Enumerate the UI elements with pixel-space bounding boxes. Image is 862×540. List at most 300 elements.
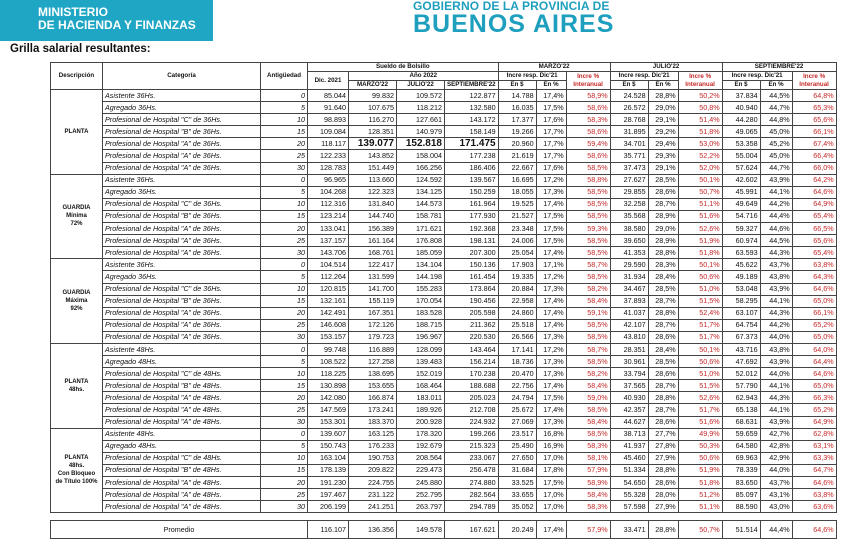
table-row (51, 477, 837, 489)
table-cell: 58,6% (566, 102, 610, 114)
table-cell: 161.454 (445, 271, 499, 283)
table-cell: 38.713 (610, 428, 648, 440)
table-cell: 20 (261, 307, 308, 319)
table-cell: 5 (261, 356, 308, 368)
table-row (51, 271, 837, 283)
table-cell: 19.266 (498, 126, 536, 138)
table-cell: 176.233 (349, 440, 397, 452)
table-cell: 43,8% (760, 271, 792, 283)
table-cell: 17,4% (536, 307, 566, 319)
table-cell: 25 (261, 235, 308, 247)
table-cell: 17,2% (536, 271, 566, 283)
table-cell: 17,3% (536, 331, 566, 343)
table-cell: 10 (261, 368, 308, 380)
table-cell: 66,1% (792, 307, 836, 319)
table-cell: 17,4% (536, 380, 566, 392)
table-cell: 44,3% (760, 392, 792, 404)
table-cell: 17,5% (536, 223, 566, 235)
table-cell: 107.675 (349, 102, 397, 114)
table-cell: 168.761 (349, 247, 397, 259)
table-cell: 14.788 (498, 90, 536, 102)
table-cell: 124.592 (397, 174, 445, 186)
group-description-line: 72% (70, 221, 83, 228)
table-row (51, 404, 837, 416)
table-cell: 58,6% (566, 126, 610, 138)
table-cell: 137.157 (308, 235, 349, 247)
table-cell: 35.052 (498, 501, 536, 513)
table-cell: 17,4% (536, 90, 566, 102)
table-cell: 27.069 (498, 416, 536, 428)
table-cell: 50,7% (678, 186, 722, 198)
table-row (51, 464, 837, 476)
table-cell: 49.189 (722, 271, 760, 283)
table-cell: 143.852 (349, 150, 397, 162)
table-cell: 199.266 (445, 428, 499, 440)
table-cell: 42.107 (610, 319, 648, 331)
table-cell: 51,4% (678, 114, 722, 126)
group-description-line: GUARDIA (62, 290, 91, 297)
table-cell: Profesional de Hospital "B" de 48Hs. (103, 464, 261, 476)
table-cell: Profesional de Hospital "A" de 36Hs. (103, 150, 261, 162)
table-cell: 16,9% (536, 440, 566, 452)
table-cell: 58,5% (566, 319, 610, 331)
table-cell: Profesional de Hospital "A" de 36Hs. (103, 319, 261, 331)
table-cell: 139.483 (397, 356, 445, 368)
table-cell: 62.943 (722, 392, 760, 404)
average-cell: 167.621 (445, 521, 499, 539)
table-cell: 17.903 (498, 259, 536, 271)
table-cell: 33.525 (498, 477, 536, 489)
table-row (51, 186, 837, 198)
table-cell: 170.238 (445, 368, 499, 380)
table-cell: 65,3% (792, 102, 836, 114)
table-cell: 17,1% (536, 259, 566, 271)
table-cell: 25 (261, 319, 308, 331)
table-cell: 15 (261, 295, 308, 307)
table-cell: 17,7% (536, 138, 566, 150)
table-cell: Profesional de Hospital "A" de 36Hs. (103, 307, 261, 319)
group-description-line: PLANTA (64, 455, 89, 462)
table-cell: 20 (261, 477, 308, 489)
table-row (51, 416, 837, 428)
table-cell: 28,8% (648, 464, 678, 476)
table-cell: 28,9% (648, 235, 678, 247)
table-cell: 139.567 (445, 174, 499, 186)
table-cell: 20.960 (498, 138, 536, 150)
table-cell: 51,1% (678, 198, 722, 210)
table-cell: Agregado 36Hs. (103, 271, 261, 283)
table-cell: 51,9% (678, 235, 722, 247)
table-cell: 20.884 (498, 283, 536, 295)
spacer (51, 513, 837, 521)
table-cell: 28,8% (648, 307, 678, 319)
table-cell: 17,4% (536, 404, 566, 416)
table-cell: 63,1% (792, 440, 836, 452)
table-cell: 42,8% (760, 440, 792, 452)
table-cell: 33.655 (498, 489, 536, 501)
table-cell: 151.449 (349, 162, 397, 174)
table-cell: 31.895 (610, 126, 648, 138)
table-cell: 58,4% (566, 489, 610, 501)
table-cell: 44,4% (760, 210, 792, 222)
table-cell: 44.280 (722, 114, 760, 126)
table-cell: 63.107 (722, 307, 760, 319)
table-cell: 207.300 (445, 247, 499, 259)
table-cell: 152.818 (397, 138, 445, 150)
table-cell: 58,3% (566, 501, 610, 513)
table-cell: 34.467 (610, 283, 648, 295)
group-description-line: Con Bloqueo (57, 471, 96, 478)
table-cell: 28,5% (648, 356, 678, 368)
table-cell: 186.406 (445, 162, 499, 174)
table-cell: Profesional de Hospital "C" de 36Hs. (103, 198, 261, 210)
table-cell: 28,9% (648, 210, 678, 222)
table-cell: 64,8% (792, 90, 836, 102)
table-cell: 78.339 (722, 464, 760, 476)
table-cell: 51,2% (678, 489, 722, 501)
table-cell: 59,0% (566, 392, 610, 404)
average-cell: 50,7% (678, 521, 722, 539)
table-cell: 144.198 (397, 271, 445, 283)
table-cell: 153.301 (308, 416, 349, 428)
table-cell: 47.692 (722, 356, 760, 368)
table-cell: 28,5% (648, 174, 678, 186)
table-cell: 50,1% (678, 259, 722, 271)
table-cell: 146.608 (308, 319, 349, 331)
table-cell: Profesional de Hospital "C" de 48Hs. (103, 452, 261, 464)
table-cell: 211.362 (445, 319, 499, 331)
table-cell: 64,6% (792, 368, 836, 380)
table-cell: 156.389 (349, 223, 397, 235)
salary-grid-table (50, 62, 837, 539)
table-cell: 27.627 (610, 174, 648, 186)
table-cell: 57.790 (722, 380, 760, 392)
table-cell: 5 (261, 440, 308, 452)
table-cell: 128.099 (397, 343, 445, 355)
table-cell: 17,5% (536, 477, 566, 489)
table-cell: 63,8% (792, 489, 836, 501)
table-cell: 29,2% (648, 126, 678, 138)
table-cell: 189.926 (397, 404, 445, 416)
table-cell: 51,7% (678, 319, 722, 331)
table-cell: 58,4% (566, 416, 610, 428)
table-cell: 44,3% (760, 307, 792, 319)
table-cell: 30 (261, 331, 308, 343)
table-cell: 44,5% (760, 235, 792, 247)
table-cell: Agregado 48Hs. (103, 356, 261, 368)
table-cell: 127.661 (397, 114, 445, 126)
table-cell: 49,9% (678, 428, 722, 440)
group-description-line: Máxima (65, 298, 88, 305)
table-cell: 64,7% (792, 464, 836, 476)
table-row (51, 223, 837, 235)
table-cell: 185.059 (397, 247, 445, 259)
table-cell: 139.607 (308, 428, 349, 440)
table-cell: 188.688 (445, 380, 499, 392)
table-cell: 32.258 (610, 198, 648, 210)
table-cell: 44,6% (760, 223, 792, 235)
table-cell: 85.097 (722, 489, 760, 501)
table-cell: 118.212 (397, 102, 445, 114)
table-cell: 37.473 (610, 162, 648, 174)
table-cell: 18.736 (498, 356, 536, 368)
average-cell: 51.514 (722, 521, 760, 539)
table-cell: 43.716 (722, 343, 760, 355)
table-cell: 122.417 (349, 259, 397, 271)
table-cell: 17,6% (536, 114, 566, 126)
table-cell: 23.348 (498, 223, 536, 235)
table-cell: 39.650 (610, 235, 648, 247)
table-cell: 55.004 (722, 150, 760, 162)
table-cell: 28,4% (648, 271, 678, 283)
table-cell: 44,7% (760, 162, 792, 174)
table-cell: 69.963 (722, 452, 760, 464)
table-cell: Agregado 48Hs. (103, 440, 261, 452)
table-cell: 37.893 (610, 295, 648, 307)
header-row-1 (51, 63, 837, 72)
table-cell: 17,3% (536, 368, 566, 380)
table-cell: 65,0% (792, 295, 836, 307)
table-cell: Profesional de Hospital "C" de 36Hs. (103, 283, 261, 295)
table-cell: Profesional de Hospital "C" de 36Hs. (103, 114, 261, 126)
table-cell: 58,1% (566, 452, 610, 464)
table-cell: 65,2% (792, 319, 836, 331)
table-row (51, 452, 837, 464)
table-cell: 21.619 (498, 150, 536, 162)
table-cell: 30 (261, 162, 308, 174)
table-cell: 142.080 (308, 392, 349, 404)
table-cell: 66,1% (792, 126, 836, 138)
group-description-line: PLANTA (64, 128, 89, 135)
table-cell: 29.855 (610, 186, 648, 198)
table-cell: 63,3% (792, 452, 836, 464)
group-description-line: Mínima (66, 213, 87, 220)
average-cell: 28,8% (648, 521, 678, 539)
table-cell: 10 (261, 198, 308, 210)
average-cell: 136.356 (349, 521, 397, 539)
table-cell: 140.979 (397, 126, 445, 138)
table-cell: 54.716 (722, 210, 760, 222)
table-row (51, 501, 837, 513)
table-row (51, 368, 837, 380)
header-descripcion: Descripción (51, 63, 103, 90)
table-cell: 17,5% (536, 392, 566, 404)
header-incr-sept: Incre resp. Dic'21 (722, 72, 792, 81)
table-cell: 131.599 (349, 271, 397, 283)
table-cell: 41.937 (610, 440, 648, 452)
table-cell: 58,4% (566, 295, 610, 307)
table-cell: 27,7% (648, 428, 678, 440)
header-en-pct-marzo: En % (536, 81, 566, 90)
table-cell: Profesional de Hospital "A" de 36Hs. (103, 223, 261, 235)
table-cell: 67.373 (722, 331, 760, 343)
table-cell: 63,6% (792, 501, 836, 513)
table-cell: 51,6% (678, 210, 722, 222)
table-cell: 17,3% (536, 416, 566, 428)
table-cell: 118.225 (308, 368, 349, 380)
table-cell: 132.580 (445, 102, 499, 114)
table-cell: 34.701 (610, 138, 648, 150)
average-row (51, 521, 837, 539)
table-row (51, 162, 837, 174)
header-en-pesos-marzo: En $ (498, 81, 536, 90)
table-cell: 65.138 (722, 404, 760, 416)
government-line-2: BUENOS AIRES (413, 10, 615, 38)
table-cell: 44,1% (760, 380, 792, 392)
table-cell: 28,7% (648, 295, 678, 307)
table-cell: 196.967 (397, 331, 445, 343)
table-cell: 44,2% (760, 319, 792, 331)
government-line-1: GOBIERNO DE LA PROVINCIA DE (413, 0, 610, 13)
table-cell: 44,8% (760, 114, 792, 126)
average-cell: 44,4% (760, 521, 792, 539)
table-cell: 28,6% (648, 186, 678, 198)
table-cell: 45.622 (722, 259, 760, 271)
table-cell: 52,6% (678, 392, 722, 404)
table-cell: 43,9% (760, 174, 792, 186)
table-cell: 161.964 (445, 198, 499, 210)
table-cell: 17,0% (536, 501, 566, 513)
header-en-pct-sept: En % (760, 81, 792, 90)
table-cell: 143.172 (445, 114, 499, 126)
table-cell: 17,8% (536, 464, 566, 476)
table-cell: 58,7% (566, 343, 610, 355)
header-incre-pct-julio: Incre % Interanual (678, 72, 722, 90)
table-cell: 51,6% (678, 416, 722, 428)
table-cell: 28,7% (648, 319, 678, 331)
table-cell: 43,0% (760, 501, 792, 513)
table-cell: 15 (261, 464, 308, 476)
table-cell: 44,2% (760, 198, 792, 210)
table-cell: 58,5% (566, 331, 610, 343)
table-cell: 10 (261, 283, 308, 295)
table-cell: 118.117 (308, 138, 349, 150)
table-cell: 43,9% (760, 416, 792, 428)
table-cell: 58,7% (566, 259, 610, 271)
table-cell: 42,9% (760, 452, 792, 464)
table-cell: 58,5% (566, 404, 610, 416)
table-cell: 88.590 (722, 501, 760, 513)
table-row (51, 440, 837, 452)
table-cell: 44,1% (760, 295, 792, 307)
group-description (51, 428, 103, 513)
average-cell: 33.471 (610, 521, 648, 539)
table-cell: 27,9% (648, 452, 678, 464)
table-cell: 58,5% (566, 356, 610, 368)
table-cell: 37.834 (722, 90, 760, 102)
table-cell: 19.335 (498, 271, 536, 283)
table-cell: 44,7% (760, 102, 792, 114)
table-cell: 53,0% (678, 138, 722, 150)
table-cell: 59,3% (566, 223, 610, 235)
table-cell: 64,6% (792, 477, 836, 489)
table-cell: 85.044 (308, 90, 349, 102)
table-cell: 0 (261, 428, 308, 440)
table-cell: 51,9% (678, 464, 722, 476)
table-cell: 17,5% (536, 102, 566, 114)
table-cell: 58,5% (566, 235, 610, 247)
table-cell: 31.684 (498, 464, 536, 476)
table-cell: Asistente 36Hs. (103, 90, 261, 102)
table-cell: 233.067 (445, 452, 499, 464)
table-cell: 58.295 (722, 295, 760, 307)
group-description (51, 174, 103, 259)
table-cell: 35.771 (610, 150, 648, 162)
table-cell: 163.104 (308, 452, 349, 464)
table-row (51, 319, 837, 331)
table-cell: 64.754 (722, 319, 760, 331)
table-cell: 64,0% (792, 343, 836, 355)
table-cell: 45.991 (722, 186, 760, 198)
table-cell: 17,7% (536, 150, 566, 162)
table-cell: 50,1% (678, 343, 722, 355)
header-dic-2021: Dic. 2021 (308, 72, 349, 90)
table-cell: 43,7% (760, 259, 792, 271)
table-row (51, 126, 837, 138)
table-cell: 176.808 (397, 235, 445, 247)
table-cell: 44,5% (760, 90, 792, 102)
table-cell: 17,7% (536, 126, 566, 138)
table-cell: 17,4% (536, 198, 566, 210)
table-cell: 183.528 (397, 307, 445, 319)
ministry-line-1: MINISTERIO (38, 5, 109, 19)
table-cell: 17,3% (536, 283, 566, 295)
table-cell: 17,2% (536, 174, 566, 186)
table-cell: 28.351 (610, 343, 648, 355)
table-cell: 170.054 (397, 295, 445, 307)
table-cell: 131.840 (349, 198, 397, 210)
table-cell: 25.490 (498, 440, 536, 452)
table-cell: 256.478 (445, 464, 499, 476)
table-cell: 25 (261, 150, 308, 162)
table-cell: 17,0% (536, 489, 566, 501)
table-cell: Profesional de Hospital "B" de 36Hs. (103, 126, 261, 138)
salary-grid-body (51, 90, 837, 539)
table-cell: 29,0% (648, 102, 678, 114)
table-row (51, 307, 837, 319)
table-cell: 191.230 (308, 477, 349, 489)
table-cell: 43,9% (760, 356, 792, 368)
table-row (51, 380, 837, 392)
group-description-line: 92% (70, 306, 83, 313)
table-cell: 43.810 (610, 331, 648, 343)
table-cell: Profesional de Hospital "A" de 48Hs. (103, 404, 261, 416)
table-cell: 17,2% (536, 343, 566, 355)
table-cell: 50,3% (678, 440, 722, 452)
table-cell: Profesional de Hospital "A" de 48Hs. (103, 392, 261, 404)
page-title: Grilla salarial resultantes: (10, 43, 151, 55)
table-cell: 168.464 (397, 380, 445, 392)
table-cell: 52,0% (678, 162, 722, 174)
table-cell: 122.233 (308, 150, 349, 162)
table-cell: 22.756 (498, 380, 536, 392)
table-cell: 155.283 (397, 283, 445, 295)
table-cell: 52.012 (722, 368, 760, 380)
table-cell: 192.679 (397, 440, 445, 452)
table-cell: 16,8% (536, 428, 566, 440)
table-cell: 112.316 (308, 198, 349, 210)
table-row (51, 90, 837, 102)
table-cell: 52,2% (678, 150, 722, 162)
table-cell: 16.035 (498, 102, 536, 114)
table-cell: 143.464 (445, 343, 499, 355)
table-cell: 51,8% (678, 247, 722, 259)
group-description (51, 259, 103, 344)
table-cell: 133.041 (308, 223, 349, 235)
table-cell: 58,5% (566, 198, 610, 210)
table-cell: 161.164 (349, 235, 397, 247)
header-incre-pct-sept: Incre % Interanual (792, 72, 836, 90)
